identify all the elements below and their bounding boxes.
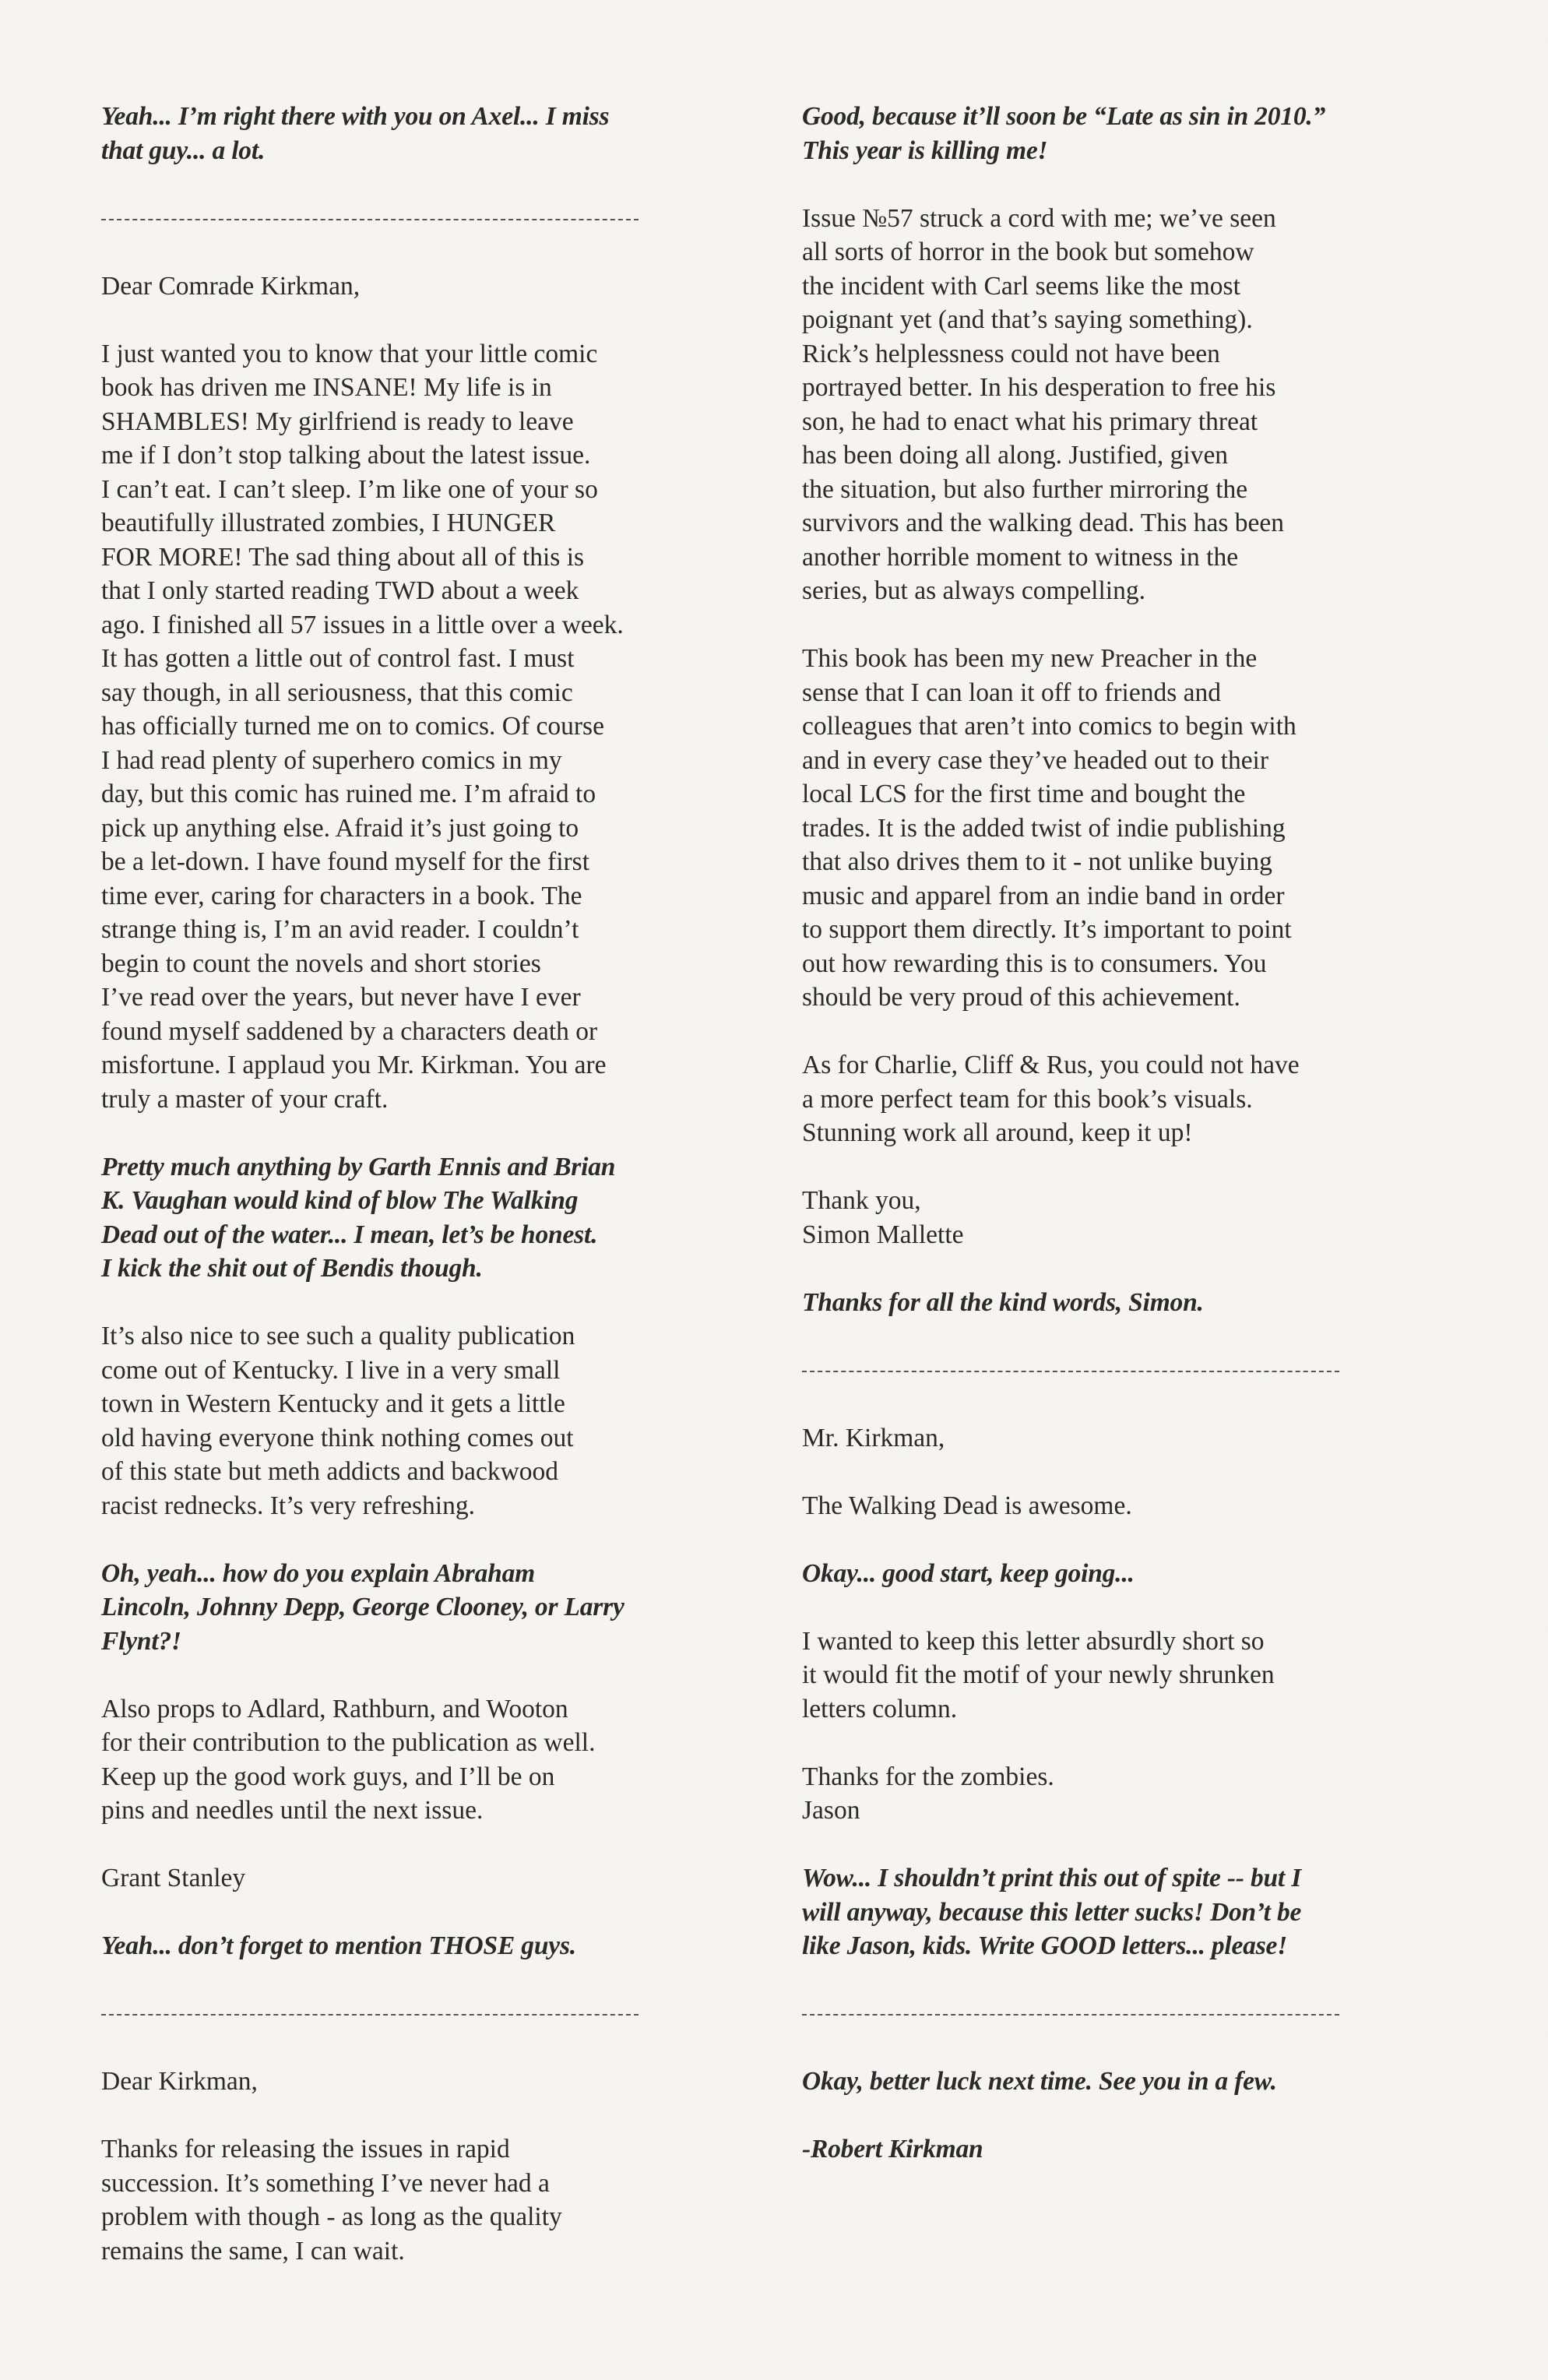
letter-greeting: Dear Kirkman,: [101, 2067, 258, 2096]
letter-separator: [101, 202, 763, 236]
letter-body: Issue №57 struck a cord with me; we’ve seen all sorts of horror in the book but somehow the incident with Carl seems like the most poignant yet (and that’s saying something). Rick’s helplessness could not have been portrayed better. In his desperation to free his son, he had to enact what his primary threat has been doing all along. Justified, given the situation, but also further mirroring the survivors and the walking dead. This has been another horrible moment to witness in the series, but as always compelling.: [802, 203, 1284, 605]
letter-body: As for Charlie, Cliff & Rus, you could not have a more perfect team for this book’s visuals. Stunning work all around, keep it up!: [802, 1051, 1300, 1147]
editor-reply: Good, because it’ll soon be “Late as sin in 2010.” This year is killing me!: [802, 102, 1326, 165]
editor-reply: Yeah... I’m right there with you on Axel... I miss that guy... a lot.: [101, 102, 610, 165]
editor-reply: Thanks for all the kind words, Simon.: [802, 1287, 1204, 1317]
editor-reply: Oh, yeah... how do you explain Abraham Lincoln, Johnny Depp, George Clooney, or Larry Flynt?!: [101, 1558, 624, 1656]
letter-body: I wanted to keep this letter absurdly short so it would fit the motif of your newly shrunken letters column.: [802, 1626, 1275, 1723]
letter-body: I just wanted you to know that your little comic book has driven me INSANE! My life is in SHAMBLES! My girlfriend is ready to leave me if I don’t stop talking about the latest issue. I can’t eat. I can’t sleep. I’m like one of your so beautifully illustrated zombies, I HUNGER FOR MORE! The sad thing about all of this is that I only started reading TWD about a week ago. I finished all 57 issues in a little over a week. It has gotten a little out of control fast. I must say though, in all seriousness, that this comic has officially turned me on to comics. Of course I had read plenty of superhero comics in my day, but this comic has ruined me. I’m afraid to pick up anything else. Afraid it’s just going to be a let-down. I have found myself for the first time ever, caring for characters in a book. The strange thing is, I’m an avid reader. I couldn’t begin to count the novels and short stories I’ve read over the years, but never have I ever found myself saddened by a characters death or misfortune. I applaud you Mr. Kirkman. You are truly a master of your craft.: [101, 339, 624, 1114]
letter-greeting: Dear Comrade Kirkman,: [101, 271, 361, 301]
editor-reply: Yeah... don’t forget to mention THOSE guys.: [101, 1931, 576, 1960]
right-column: [802, 100, 1472, 2200]
editor-reply: Wow... I shouldn’t print this out of spite -- but I will anyway, because this letter sucks! Don’t be like Jason, kids. Write GOOD letters... please!: [802, 1864, 1302, 1960]
letter-signature: Thank you, Simon Mallette: [802, 1186, 964, 1249]
letter-separator: [802, 1354, 1472, 1388]
letter-signature: Thanks for the zombies. Jason: [802, 1762, 1054, 1825]
editor-closing: Okay, better luck next time. See you in a few.: [802, 2067, 1277, 2096]
letter-signature: Grant Stanley: [101, 1864, 246, 1892]
letter-body: Also props to Adlard, Rathburn, and Wooton for their contribution to the publication as well. Keep up the good work guys, and I’ll be on pins and needles until the next issue.: [101, 1694, 596, 1825]
letter-separator: [802, 1997, 1472, 2031]
letter-separator: [101, 1997, 763, 2031]
letter-greeting: Mr. Kirkman,: [802, 1423, 945, 1452]
left-column: [101, 100, 763, 2302]
editor-signoff: -Robert Kirkman: [802, 2135, 983, 2163]
letter-body: It’s also nice to see such a quality publication come out of Kentucky. I live in a very small town in Western Kentucky and it gets a little old having everyone think nothing comes out of this state but meth addicts and backwood racist rednecks. It’s very refreshing.: [101, 1322, 575, 1520]
letter-body: This book has been my new Preacher in the sense that I can loan it off to friends and colleagues that aren’t into comics to begin with and in every case they’ve headed out to their local LCS for the first time and bought the trades. It is the added twist of indie publishing that also drives them to it - not unlike buying music and apparel from an indie band in order to support them directly. It’s important to point out how rewarding this is to consumers. You should be very proud of this achievement.: [802, 644, 1296, 1012]
letter-body: The Walking Dead is awesome.: [802, 1491, 1132, 1520]
letter-body: Thanks for releasing the issues in rapid succession. It’s something I’ve never had a problem with though - as long as the quality remains the same, I can wait.: [101, 2135, 562, 2266]
editor-reply: Pretty much anything by Garth Ennis and Brian K. Vaughan would kind of blow The Walking Dead out of the water... I mean, let’s be honest. I kick the shit out of Bendis though.: [101, 1152, 616, 1283]
editor-reply: Okay... good start, keep going...: [802, 1558, 1135, 1588]
